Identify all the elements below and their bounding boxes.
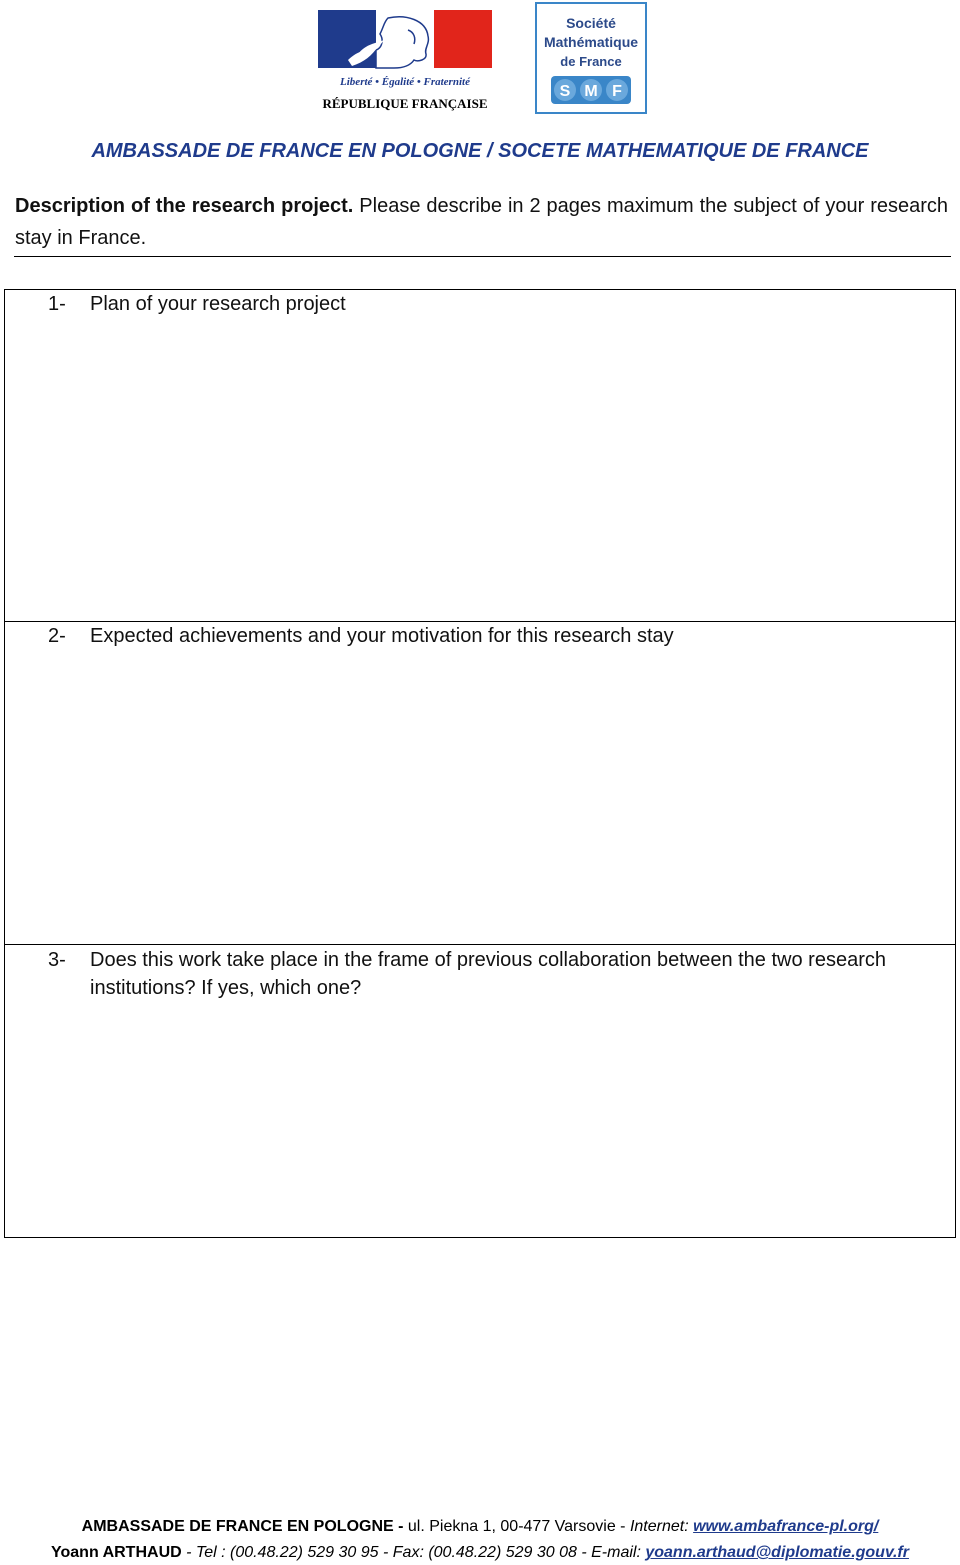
smf-line1: Société (566, 15, 616, 31)
footer-tel: - Tel : (00.48.22) 529 30 95 (181, 1544, 379, 1561)
intro-paragraph (15, 190, 948, 254)
rf-motto: Liberté • Égalité • Fraternité (340, 76, 470, 88)
intro-text: Please describe in 2 pages maximum the subject of your research stay in France. (15, 195, 949, 249)
intro-lead: Description of the research project (15, 195, 348, 217)
section-1-box[interactable] (4, 289, 956, 621)
rf-name: RÉPUBLIQUE FRANÇAISE (322, 96, 488, 111)
smf-letter-s: S (559, 83, 571, 100)
smf-line2: Mathématique (543, 34, 639, 50)
logo-bar (0, 0, 960, 120)
section-number: 1- (48, 293, 66, 315)
footer-contact-name: Yoann ARTHAUD (51, 1544, 182, 1561)
section-label: Expected achievements and your motivation for this research stay (90, 625, 674, 647)
smf-logo (535, 2, 647, 114)
republique-francaise-logo (318, 10, 492, 114)
footer-line-1 (0, 1518, 960, 1536)
section-label: Plan of your research project (90, 293, 346, 315)
footer-email-label: - E-mail: (576, 1544, 641, 1561)
section-2-heading (48, 622, 948, 650)
intro-lead-period: . (347, 195, 354, 217)
page-title: AMBASSADE DE FRANCE EN POLOGNE / SOCETE MATHEMATIQUE DE FRANCE (91, 140, 869, 162)
separator-line (14, 256, 951, 257)
footer-line-2 (0, 1544, 960, 1562)
section-1-heading (48, 290, 948, 318)
section-number: 2- (48, 625, 66, 647)
smf-line3: de France (560, 54, 622, 69)
footer-address: ul. Piekna 1, 00-477 Varsovie - (407, 1518, 630, 1535)
section-label: Does this work take place in the frame of previous collaboration between the two research institutions? If yes, which one? (90, 949, 886, 999)
section-number: 3- (48, 949, 66, 971)
smf-letter-m: M (584, 83, 598, 100)
footer-email-link[interactable]: yoann.arthaud@diplomatie.gouv.fr (645, 1544, 909, 1561)
section-3-heading (48, 946, 948, 1002)
footer-website-link[interactable]: www.ambafrance-pl.org/ (693, 1518, 879, 1535)
footer-sep: - (393, 1518, 408, 1535)
footer-internet-label: Internet: (629, 1518, 689, 1535)
footer-org: AMBASSADE DE FRANCE EN POLOGNE (81, 1518, 394, 1535)
smf-letter-f: F (612, 83, 622, 100)
section-2-box[interactable] (4, 621, 956, 944)
footer-fax: - Fax: (00.48.22) 529 30 08 (378, 1544, 577, 1561)
